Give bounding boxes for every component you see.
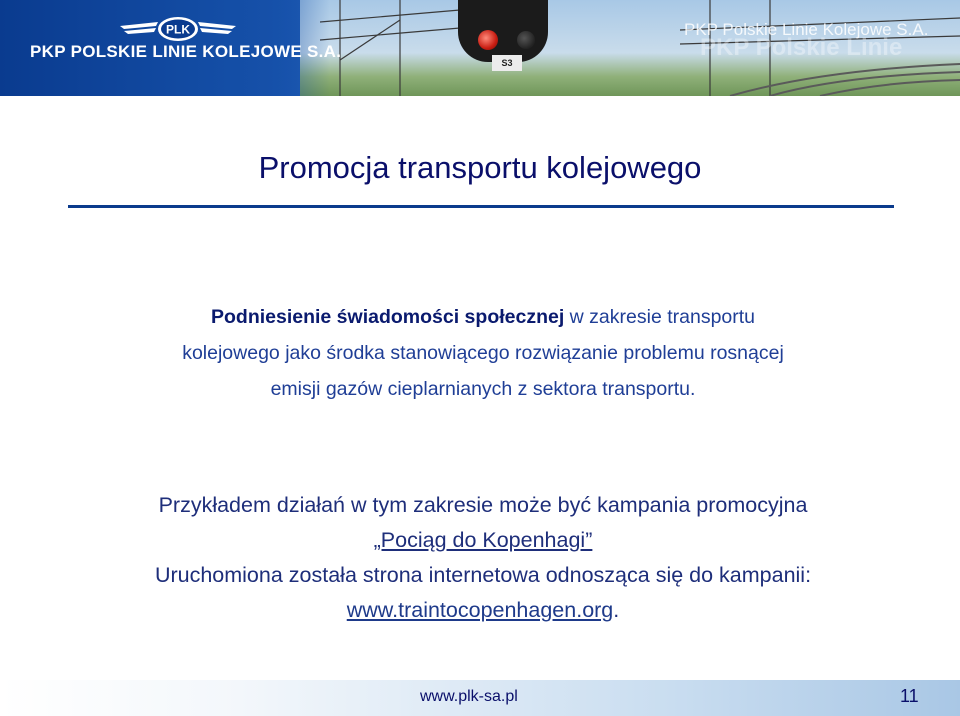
emphasis-text: Podniesienie świadomości społecznej [210,306,565,328]
paragraph-campaign [40,488,926,628]
paragraph-line: emisji gazów cieplarnianych z sektora transportu. [270,378,696,400]
paragraph-line: kolejowego jako środka stanowiącego rozwiązanie problemu rosnącej [182,342,784,364]
watermark-faint: PKP Polskie Linie [700,34,903,61]
paragraph-line [60,299,906,335]
campaign-name: „Pociąg do Kopenhagi” [373,528,593,552]
emblem-text: PLK [166,22,190,37]
text-segment: w zakresie transportu [564,306,756,328]
unlit-signal-light [517,31,535,49]
paragraph-line: Uruchomiona została strona internetowa odnosząca się do kampanii: [154,563,812,587]
brand-name: PKP POLSKIE LINIE KOLEJOWE S.A. [30,42,342,61]
campaign-website-link[interactable]: www.traintocopenhagen.org [346,598,614,622]
watermark-text: PKP Polskie Linie Kolejowe S.A. [684,20,929,39]
page-number: 11 [900,686,919,706]
footer-bar [0,680,960,716]
slide-title: Promocja transportu kolejowego [258,150,702,185]
footer-website: www.plk-sa.pl [420,688,518,705]
plk-winged-emblem-icon [118,14,238,44]
text-segment: . [613,598,620,622]
title-divider [68,205,894,208]
signal-plate: S3 [492,55,522,71]
header-banner [0,0,960,96]
paragraph-line: Przykładem działań w tym zakresie może być kampania promocyjna [158,493,808,517]
red-signal-light [478,30,498,50]
paragraph-awareness [60,299,906,407]
plk-logo-area [0,0,342,96]
paragraph-line [40,593,926,628]
railway-signal [458,0,548,62]
